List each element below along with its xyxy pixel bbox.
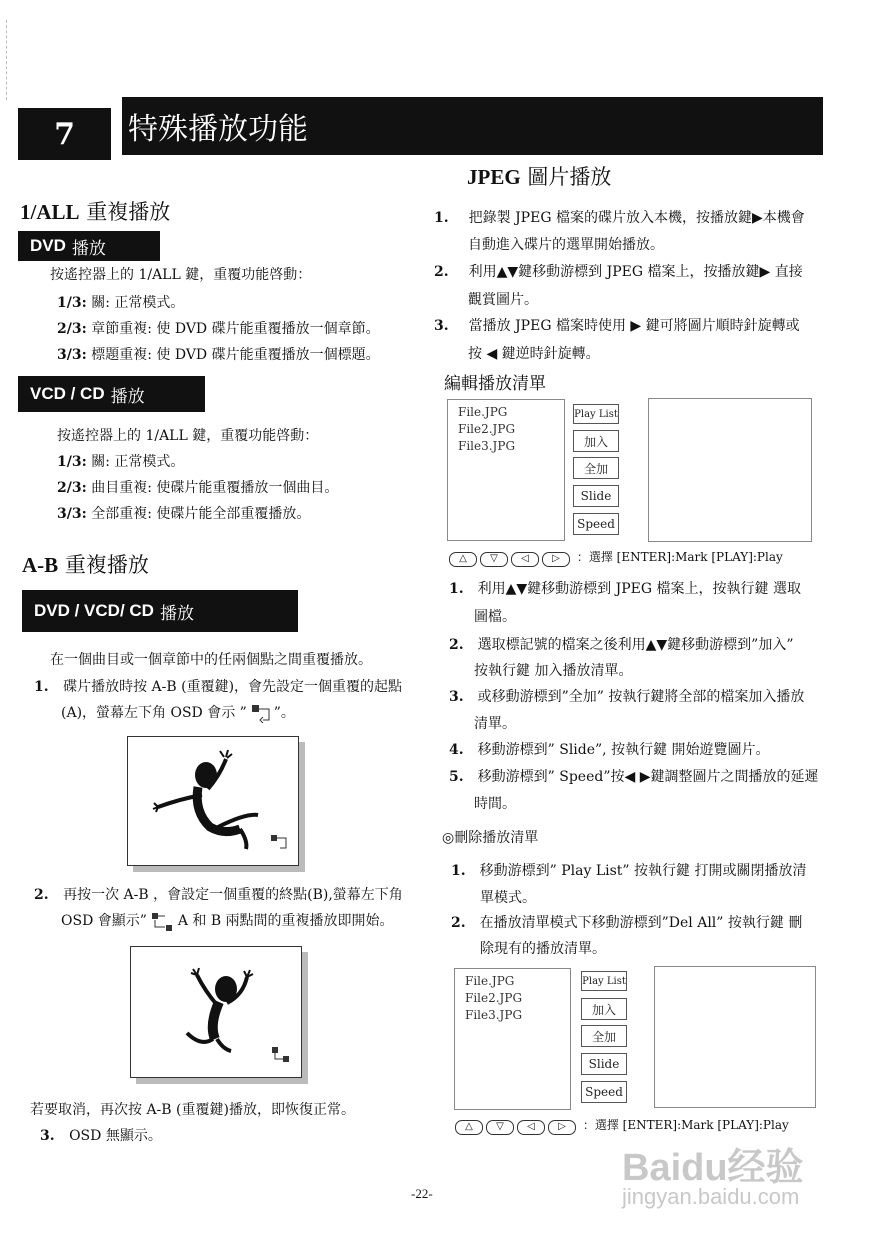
dvd-band-text: 播放 xyxy=(71,238,106,258)
file-item[interactable]: File2.JPG xyxy=(458,422,516,436)
step-text-cont: 按 ◀ 鍵逆時針旋轉。 xyxy=(468,346,600,362)
step-text-cont: 清單。 xyxy=(474,716,516,732)
ab-figure-end xyxy=(130,946,302,1078)
dancing-figure-icon xyxy=(128,737,298,865)
edit-step xyxy=(449,768,818,786)
delete-step xyxy=(451,862,806,880)
vcd-band-bold: VCD / CD xyxy=(30,384,105,403)
step-number: 3. xyxy=(449,689,464,705)
step-text: 當播放 JPEG 檔案時使用 ▶ 鍵可將圖片順時針旋轉或 xyxy=(468,318,800,334)
step-text: (A)，螢幕左下角 OSD 會示 ” xyxy=(61,705,247,721)
file-item[interactable]: File2.JPG xyxy=(465,991,523,1005)
step-text: 移動游標到” Slide”, 按執行鍵 開始遊覽圖片。 xyxy=(477,742,770,758)
osd-a-icon xyxy=(251,704,269,722)
add-all-button[interactable]: 全加 xyxy=(581,1025,627,1047)
osd-ab-icon xyxy=(151,912,173,930)
edit-step xyxy=(449,636,793,654)
dvd-item-value: 關: 正常模式。 xyxy=(91,295,185,311)
vcd-item xyxy=(57,505,310,523)
right-arrow-icon[interactable]: ▷ xyxy=(548,1120,576,1135)
left-arrow-icon[interactable]: ◁ xyxy=(511,552,539,567)
vcd-item-value: 全部重複: 使碟片能全部重覆播放。 xyxy=(91,506,311,522)
step-text-cont: 時間。 xyxy=(474,796,516,812)
vcd-band-text: 播放 xyxy=(110,386,145,406)
ab-step3 xyxy=(40,1127,162,1145)
jpeg-step xyxy=(434,263,803,281)
ab-band-bold: DVD / VCD/ CD xyxy=(34,601,154,620)
up-arrow-icon[interactable]: △ xyxy=(455,1120,483,1135)
step-text: 再按一次 A-B ，會設定一個重覆的終點(B),螢幕左下角 xyxy=(63,887,403,903)
ab-heading-text: 重複播放 xyxy=(64,553,149,577)
dvd-item xyxy=(57,320,380,338)
ab-cancel: 若要取消，再次按 A-B (重覆鍵)播放，即恢復正常。 xyxy=(30,1102,355,1118)
ab-intro: 在一個曲目或一個章節中的任兩個點之間重覆播放。 xyxy=(50,652,372,668)
step-number: 3. xyxy=(40,1128,55,1144)
step-text-cont: 按執行鍵 加入播放清單。 xyxy=(474,663,633,679)
vcd-item xyxy=(57,453,184,471)
speed-button[interactable]: Speed xyxy=(573,513,619,535)
vcd-item-key: 1/3: xyxy=(57,454,87,470)
chapter-number: 7 xyxy=(18,108,111,160)
edit-step xyxy=(449,741,770,759)
step-number: 4. xyxy=(449,742,464,758)
dvd-item-key: 1/3: xyxy=(57,295,87,311)
step-text: 把錄製 JPEG 檔案的碟片放入本機，按播放鍵▶本機會 xyxy=(468,210,805,226)
playlist-button[interactable]: Play List xyxy=(573,404,619,424)
nav-hint: ：選擇 [ENTER]:Mark [PLAY]:Play xyxy=(576,550,783,564)
dvd-item-key: 2/3: xyxy=(57,321,87,337)
step-number: 3. xyxy=(434,318,449,334)
step-text-cont: 圖檔。 xyxy=(474,609,516,625)
chapter-title: 特殊播放功能 xyxy=(122,97,823,155)
nav-hint-row xyxy=(449,548,783,567)
ab-band xyxy=(22,590,298,632)
file-item[interactable]: File3.JPG xyxy=(458,439,516,453)
step-text: OSD 無顯示。 xyxy=(69,1128,162,1144)
file-list[interactable] xyxy=(447,399,565,541)
ab-step1-line2 xyxy=(61,704,295,722)
step-text: 利用▲▼鍵移動游標到 JPEG 檔案上，按執行鍵 選取 xyxy=(477,581,801,597)
watermark-url: jingyan.baidu.com xyxy=(622,1184,800,1209)
step-number: 2. xyxy=(449,637,464,653)
preview-panel xyxy=(648,398,812,542)
step-number: 1. xyxy=(449,581,464,597)
step-text: 在播放清單模式下移動游標到”Del All” 按執行鍵 刪 xyxy=(479,915,803,931)
file-item[interactable]: File.JPG xyxy=(458,405,508,419)
jpeg-heading-text: 圖片播放 xyxy=(527,165,612,189)
margin-mark xyxy=(6,20,8,100)
jpeg-heading-bold: JPEG xyxy=(467,165,521,189)
playlist-button[interactable]: Play List xyxy=(581,971,627,991)
vcd-item-key: 2/3: xyxy=(57,480,87,496)
vcd-item-value: 曲目重複: 使碟片能重覆播放一個曲目。 xyxy=(91,480,339,496)
ab-band-text: 播放 xyxy=(159,603,194,623)
repeat-heading-bold: 1/ALL xyxy=(20,200,80,224)
dvd-band xyxy=(18,231,160,261)
step-text-cont: 自動進入碟片的選單開始播放。 xyxy=(468,237,664,253)
file-item[interactable]: File3.JPG xyxy=(465,1008,523,1022)
step-number: 1. xyxy=(434,210,449,226)
add-all-button[interactable]: 全加 xyxy=(573,457,619,479)
step-number: 1. xyxy=(451,863,466,879)
up-arrow-icon[interactable]: △ xyxy=(449,552,477,567)
step-number: 5. xyxy=(449,769,464,785)
dvd-item xyxy=(57,346,380,364)
jpeg-step xyxy=(434,209,805,227)
step-text-end: A 和 B 兩點間的重複播放即開始。 xyxy=(177,913,394,929)
down-arrow-icon[interactable]: ▽ xyxy=(486,1120,514,1135)
nav-hint-row xyxy=(455,1116,789,1135)
down-arrow-icon[interactable]: ▽ xyxy=(480,552,508,567)
dvd-item xyxy=(57,294,184,312)
vcd-item-value: 關: 正常模式。 xyxy=(91,454,185,470)
step-number: 2. xyxy=(34,887,49,903)
step-text-cont: 觀賞圖片。 xyxy=(468,292,538,308)
slide-button[interactable]: Slide xyxy=(573,485,619,507)
step-text-cont: 除現有的播放清單。 xyxy=(480,941,606,957)
step-number: 2. xyxy=(434,264,449,280)
dvd-item-value: 標題重複: 使 DVD 碟片能重覆播放一個標題。 xyxy=(91,347,380,363)
step-text-cont: 單模式。 xyxy=(480,890,536,906)
speed-button[interactable]: Speed xyxy=(581,1081,627,1103)
vcd-band xyxy=(18,376,205,412)
edit-playlist-title: 編輯播放清單 xyxy=(444,374,546,394)
dvd-intro: 按遙控器上的 1/ALL 鍵，重覆功能啓動： xyxy=(50,267,312,283)
step-text: 移動游標到” Speed”按◀ ▶鍵調整圖片之間播放的延遲 xyxy=(477,769,819,785)
ab-step2-line2 xyxy=(61,912,394,930)
step-text: 移動游標到” Play List” 按執行鍵 打開或關閉播放清 xyxy=(479,863,807,879)
delete-step xyxy=(451,914,802,932)
dvd-band-bold: DVD xyxy=(30,236,66,255)
vcd-intro: 按遙控器上的 1/ALL 鍵，重覆功能啓動： xyxy=(57,428,319,444)
jpeg-heading xyxy=(467,161,611,191)
step-number: 2. xyxy=(451,915,466,931)
ab-step1 xyxy=(34,678,402,696)
dancing-figure-icon xyxy=(131,947,301,1077)
repeat-heading-text: 重複播放 xyxy=(86,200,171,224)
step-number: 1. xyxy=(34,679,49,695)
repeat-heading xyxy=(20,196,170,226)
ab-figure-start xyxy=(127,736,299,866)
slide-button[interactable]: Slide xyxy=(581,1053,627,1075)
preview-panel xyxy=(654,966,816,1108)
step-text: 碟片播放時按 A-B (重覆鍵)，會先設定一個重覆的起點 xyxy=(63,679,403,695)
page-number: -22- xyxy=(411,1186,433,1201)
watermark-brand: Baidu经验 xyxy=(622,1147,804,1189)
delete-playlist-title: ◎刪除播放清單 xyxy=(442,830,539,846)
dvd-item-value: 章節重複: 使 DVD 碟片能重覆播放一個章節。 xyxy=(91,321,380,337)
file-item[interactable]: File.JPG xyxy=(465,974,515,988)
nav-hint: ：選擇 [ENTER]:Mark [PLAY]:Play xyxy=(582,1118,789,1132)
left-arrow-icon[interactable]: ◁ xyxy=(517,1120,545,1135)
jpeg-step xyxy=(434,317,800,335)
ab-heading-bold: A-B xyxy=(22,553,59,577)
dvd-item-key: 3/3: xyxy=(57,347,87,363)
ab-step2 xyxy=(34,886,403,904)
step-text: 利用▲▼鍵移動游標到 JPEG 檔案上，按播放鍵▶ 直接 xyxy=(468,264,803,280)
step-text: 選取標記號的檔案之後利用▲▼鍵移動游標到”加入” xyxy=(477,637,794,653)
add-button[interactable]: 加入 xyxy=(573,430,619,452)
step-text-end: ”。 xyxy=(273,705,295,721)
step-text: 或移動游標到”全加” 按執行鍵將全部的檔案加入播放 xyxy=(477,689,805,705)
file-list[interactable] xyxy=(454,968,571,1110)
right-arrow-icon[interactable]: ▷ xyxy=(542,552,570,567)
vcd-item-key: 3/3: xyxy=(57,506,87,522)
vcd-item xyxy=(57,479,338,497)
edit-step xyxy=(449,688,804,706)
edit-step xyxy=(449,580,801,598)
ab-heading xyxy=(22,549,149,579)
step-text: OSD 會顯示” xyxy=(61,913,147,929)
add-button[interactable]: 加入 xyxy=(581,998,627,1020)
